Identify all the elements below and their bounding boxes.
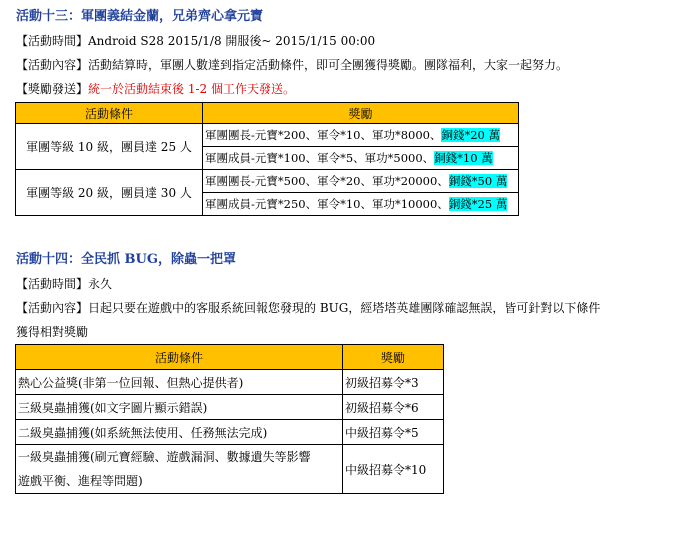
- table-header-row: [16, 103, 519, 124]
- member-reward: 軍團成員-元寶*250、軍令*10、軍功*10000、銅錢*25 萬: [203, 192, 518, 215]
- reward-cell: 中級招募令*10: [343, 445, 444, 494]
- act14-content: [16, 300, 600, 316]
- reward-header: 獎勵: [343, 345, 444, 370]
- reward-cell: [203, 124, 519, 170]
- act13-time-value: Android S28 2015/1/8 開服後~ 2015/1/15 00:00: [88, 34, 376, 48]
- reward-cell: 初級招募令*3: [343, 370, 444, 395]
- act13-content: [16, 57, 568, 73]
- leader-reward: 軍團團長-元寶*500、軍令*20、軍功*20000、銅錢*50 萬: [205, 174, 508, 188]
- reward-header: 獎勵: [203, 103, 519, 124]
- condition-line: 一級臭蟲捕獲(刷元寶經驗、遊戲漏洞、數據遺失等影響: [18, 450, 311, 464]
- table-row: [16, 445, 444, 494]
- member-reward: 軍團成員-元寶*100、軍令*5、軍功*5000、銅錢*10 萬: [203, 146, 518, 169]
- act14-reward-table: [15, 344, 444, 494]
- act14-content-line2: 獲得相對獎勵: [16, 325, 89, 339]
- reward-cell: 中級招募令*5: [343, 420, 444, 445]
- condition-header: 活動條件: [16, 103, 203, 124]
- table-row: [16, 170, 519, 216]
- reward-cell: [203, 170, 519, 216]
- act14-content-line1: 日起只要在遊戲中的客服系統回報您發現的 BUG，經塔塔英雄團隊確認無誤，皆可針對以下條件: [88, 301, 601, 315]
- act13-content-value: 活動結算時，軍團人數達到指定活動條件，即可全團獲得獎勵。團隊福利，大家一起努力。: [88, 58, 569, 72]
- highlight-copper: 銅錢*20 萬: [441, 128, 501, 142]
- act13-content-label: 【活動內容】: [16, 58, 89, 72]
- table-row: [16, 420, 444, 445]
- act14-time: [16, 276, 112, 292]
- act13-reward-table: [15, 102, 519, 216]
- act14-content-label: 【活動內容】: [16, 301, 89, 315]
- table-header-row: [16, 345, 444, 370]
- highlight-copper: 銅錢*10 萬: [434, 151, 493, 165]
- table-row: [16, 124, 519, 170]
- condition-cell: [16, 445, 343, 494]
- condition-cell: 二級臭蟲捕獲(如系統無法使用、任務無法完成): [16, 420, 343, 445]
- act14-time-label: 【活動時間】: [16, 277, 89, 291]
- condition-line: 遊戲平衡、進程等問題): [18, 474, 143, 488]
- table-row: [16, 395, 444, 420]
- condition-cell: 軍團等級 20 級，團員達 30 人: [16, 170, 203, 216]
- act13-send-value: 統一於活動結束後 1-2 個工作天發送。: [88, 82, 295, 96]
- act14-title: 活動十四：全民抓 BUG，除蟲一把罩: [16, 252, 236, 267]
- act13-send: [16, 81, 295, 97]
- condition-header: 活動條件: [16, 345, 343, 370]
- highlight-copper: 銅錢*25 萬: [448, 197, 508, 211]
- condition-cell: 熱心公益獎(非第一位回報、但熱心提供者): [16, 370, 343, 395]
- act13-time-label: 【活動時間】: [16, 34, 89, 48]
- highlight-copper: 銅錢*50 萬: [448, 174, 508, 188]
- leader-reward: 軍團團長-元寶*200、軍令*10、軍功*8000、銅錢*20 萬: [205, 128, 501, 142]
- act13-send-label: 【獎勵發送】: [16, 82, 89, 96]
- act13-title: 活動十三：軍團義結金蘭，兄弟齊心拿元寶: [16, 9, 264, 24]
- act13-time: [16, 33, 375, 49]
- condition-cell: 三級臭蟲捕獲(如文字圖片顯示錯誤): [16, 395, 343, 420]
- condition-cell: 軍團等級 10 級，團員達 25 人: [16, 124, 203, 170]
- table-row: [16, 370, 444, 395]
- reward-cell: 初級招募令*6: [343, 395, 444, 420]
- act14-time-value: 永久: [88, 277, 113, 291]
